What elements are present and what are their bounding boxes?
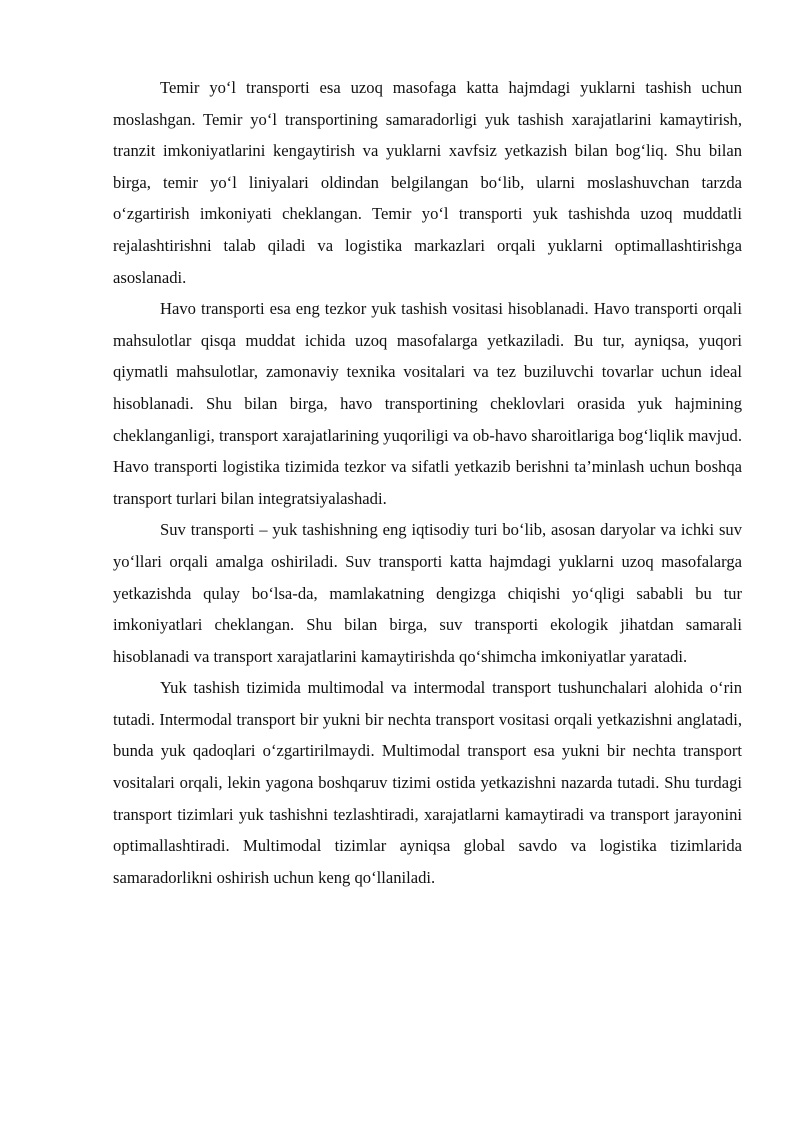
paragraph-multimodal-transport: Yuk tashish tizimida multimodal va intermodal transport tushunchalari alohida o‘rin tutadi. Intermodal transport bir yukni bir nechta transport vositasi orqali yetkazishni anglatadi, bunda yuk qadoqlari o‘zgartirilmaydi. Multimodal transport esa yukni bir nechta transport vositalari orqali, lekin yagona boshqaruv tizimi ostida yetkazishni nazarda tutadi. Shu turdagi transport tizimlari yuk tashishni tezlashtiradi, xarajatlarni kamaytiradi va transport jarayonini optimallashtiradi. Multimodal tizimlar ayniqsa global savdo va logistika tizimlarida samaradorlikni oshirish uchun keng qo‘llaniladi. bbox=[113, 678, 742, 887]
paragraph-air-transport: Havo transporti esa eng tezkor yuk tashish vositasi hisoblanadi. Havo transporti orqali mahsulotlar qisqa muddat ichida uzoq masofalarga yetkaziladi. Bu tur, ayniqsa, yuqori qiymatli mahsulotlar, zamonaviy texnika vositalari va tez buziluvchi tovarlar uchun ideal hisoblanadi. Shu bilan birga, havo transportining cheklovlari orasida yuk hajmining cheklanganligi, transport xarajatlarining yuqoriligi va ob-havo sharoitlariga bog‘liqlik mavjud. Havo transporti logistika tizimida tezkor va sifatli yetkazib berishni ta’minlash uchun boshqa transport turlari bilan integratsiyalashadi. bbox=[113, 299, 742, 508]
paragraph-rail-transport: Temir yo‘l transporti esa uzoq masofaga katta hajmdagi yuklarni tashish uchun moslashgan. Temir yo‘l transportining samaradorligi yuk tashish xarajatlarini kamaytirish, tranzit imkoniyatlarini kengaytirish va yuklarni xavfsiz yetkazish bilan bog‘liq. Shu bilan birga, temir yo‘l liniyalari oldindan belgilangan bo‘lib, ularni moslashuvchan tarzda o‘zgartirish imkoniyati cheklangan. Temir yo‘l transporti yuk tashishda uzoq muddatli rejalashtirishni talab qiladi va logistika markazlari orqali yuklarni optimallashtirishga asoslanadi. bbox=[113, 78, 742, 287]
paragraph-water-transport: Suv transporti – yuk tashishning eng iqtisodiy turi bo‘lib, asosan daryolar va ichki suv yo‘llari orqali amalga oshiriladi. Suv transporti katta hajmdagi yuklarni uzoq masofalarga yetkazishda qulay bo‘lsa-da, mamlakatning dengizga chiqishi yo‘qligi sababli bu tur imkoniyatlari cheklangan. Shu bilan birga, suv transporti ekologik jihatdan samarali hisoblanadi va transport xarajatlarini kamaytirishda qo‘shimcha imkoniyatlar yaratadi. bbox=[113, 520, 742, 666]
document-page bbox=[113, 72, 742, 893]
